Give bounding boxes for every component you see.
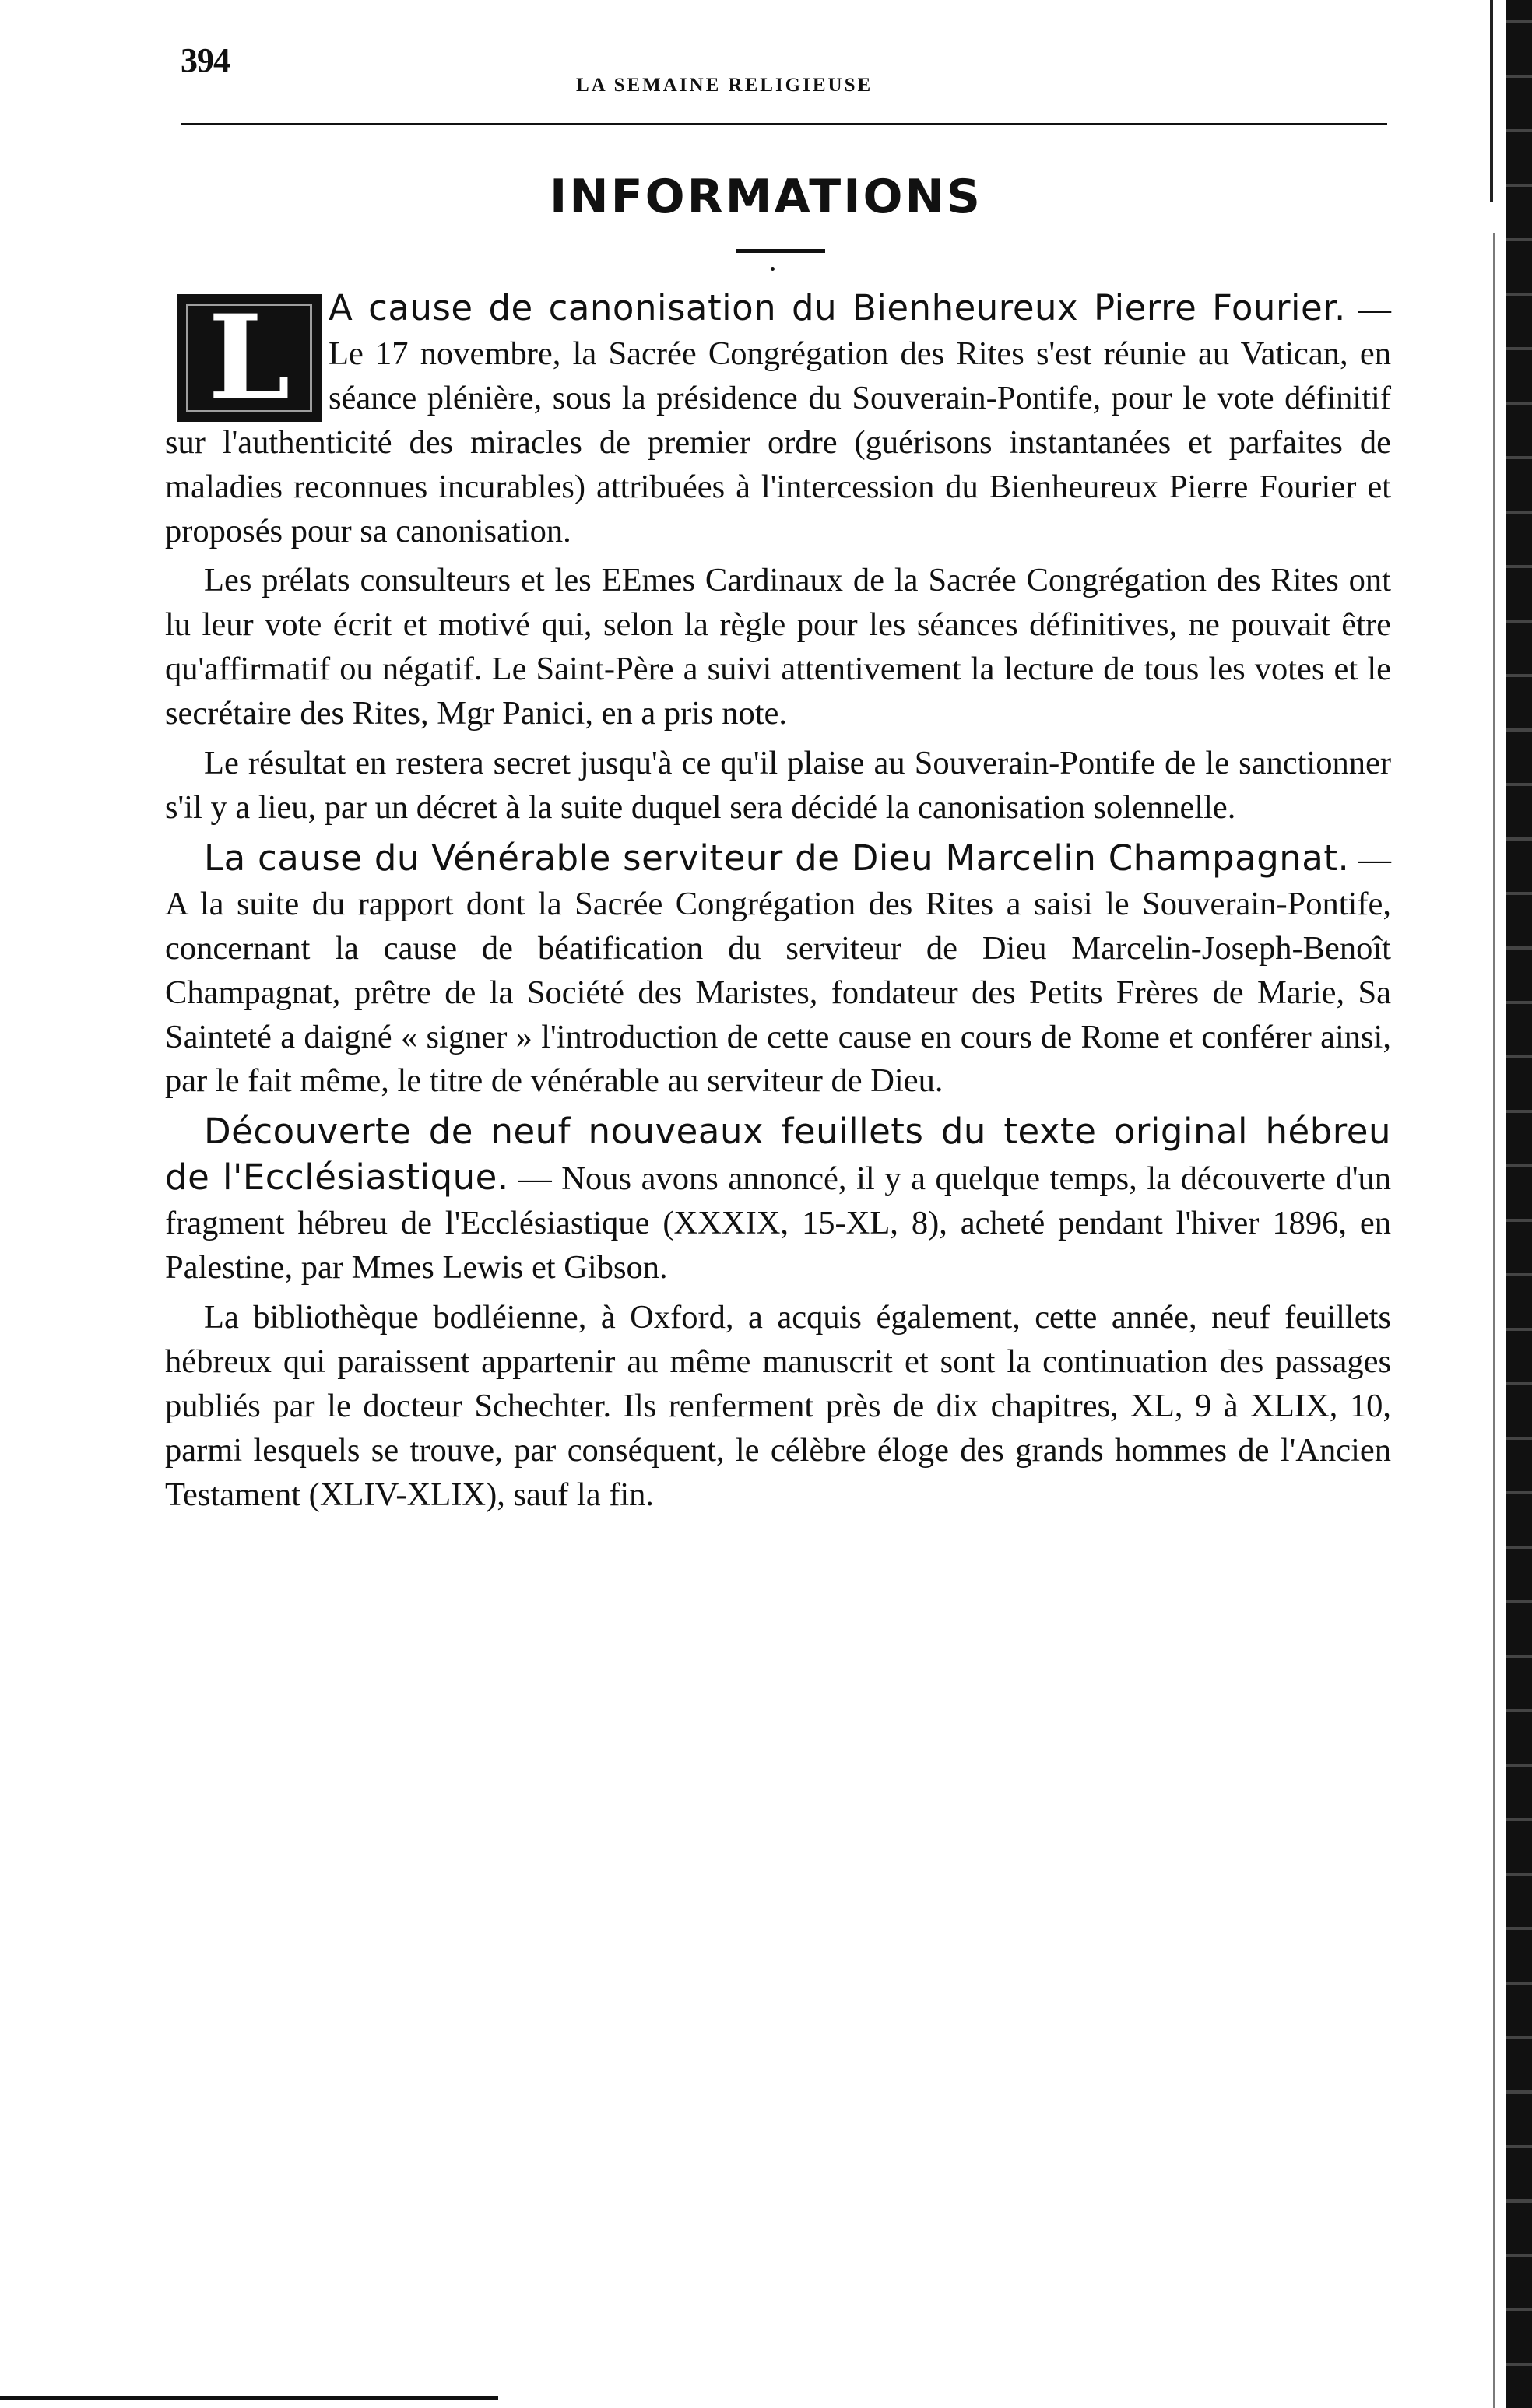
scan-page-edge bbox=[1506, 0, 1532, 2408]
article-1-para-3: Le résultat en restera secret jusqu'à ce qu'il plaise au Souverain-Pontife de le sanctionner s'il y a lieu, par un décret à la suite duquel sera décidé la canonisation solennelle. bbox=[165, 745, 1391, 826]
decorated-initial: L bbox=[177, 294, 322, 422]
article-2-heading: La cause du Vénérable serviteur de Dieu Marcelin Champagnat. bbox=[204, 837, 1350, 879]
ornament-dot bbox=[771, 267, 775, 271]
article-1-para-2: Les prélats consulteurs et les EEmes Cardinaux de la Sacrée Congrégation des Rites ont lu leur vote écrit et motivé qui, selon la règle pour les séances définitives, ne pouvait être qu'affirmatif ou négatif. Le Saint-Père a suivi attentivement la lecture de tous les votes et le secrétaire des Rites, Mgr Panici, en a pris note. bbox=[165, 562, 1391, 732]
article-3-para-2: La bibliothèque bodléienne, à Oxford, a acquis également, cette année, neuf feuillets hébreux qui paraissent appartenir au même manuscrit et sont la continuation des passages publiés par le docteur Schechter. Ils renferment près de dix chapitres, XL, 9 à XLIX, 10, parmi lesquels se trouve, par conséquent, le célèbre éloge des grands hommes de l'Ancien Testament (XLIV-XLIX), sauf la fin. bbox=[165, 1298, 1391, 1513]
article-1-heading: A cause de canonisation du Bienheureux Pierre Fourier. bbox=[329, 287, 1346, 328]
running-head: LA SEMAINE RELIGIEUSE bbox=[576, 75, 873, 96]
article-3-para-1 bbox=[165, 1110, 1391, 1290]
scan-artifact-line bbox=[1490, 0, 1493, 202]
scan-bottom-edge bbox=[0, 2396, 498, 2400]
article-3-heading: Découverte de neuf nouveaux feuillets du texte original hébreu de l'Ecclésiastique. bbox=[165, 1111, 1391, 1199]
section-title: INFORMATIONS bbox=[550, 170, 982, 224]
article-2-text-1: — A la suite du rapport dont la Sacrée Congrégation des Rites a saisi le Souverain-Pontife, concernant la cause de béatification du serviteur de Dieu Marcelin-Joseph-Benoît Champagnat, prêtre de la Société des Maristes, fondateur des Petits Frères de Marie, Sa Sainteté a daigné « signer » l'introduction de cette cause en cours de Rome et conférer ainsi, par le fait même, le titre de vénérable au serviteur de Dieu. bbox=[165, 841, 1391, 1100]
header-rule bbox=[181, 123, 1387, 125]
article-body bbox=[165, 286, 1391, 1517]
title-rule bbox=[736, 249, 825, 253]
page-number: 394 bbox=[181, 41, 230, 79]
article-3-text-1: — Nous avons annoncé, il y a quelque temps, la découverte d'un fragment hébreu de l'Ecclésiastique (XXXIX, 15-XL, 8), acheté pendant l'hiver 1896, en Palestine, par Mmes Lewis et Gibson. bbox=[165, 1160, 1391, 1286]
article-1-para-1 bbox=[165, 286, 1391, 553]
article-1-text-1: — Le 17 novembre, la Sacrée Congrégation des Rites s'est réunie au Vatican, en séance plénière, sous la présidence du Souverain-Pontife, pour le vote définitif sur l'authenticité des miracles de premier ordre (guérisons instantanées et parfaites de maladies reconnues incurables) attribuées à l'intercession du Bienheureux Pierre Fourier et proposés pour sa canonisation. bbox=[165, 291, 1392, 549]
article-2-para-1 bbox=[165, 837, 1391, 1104]
